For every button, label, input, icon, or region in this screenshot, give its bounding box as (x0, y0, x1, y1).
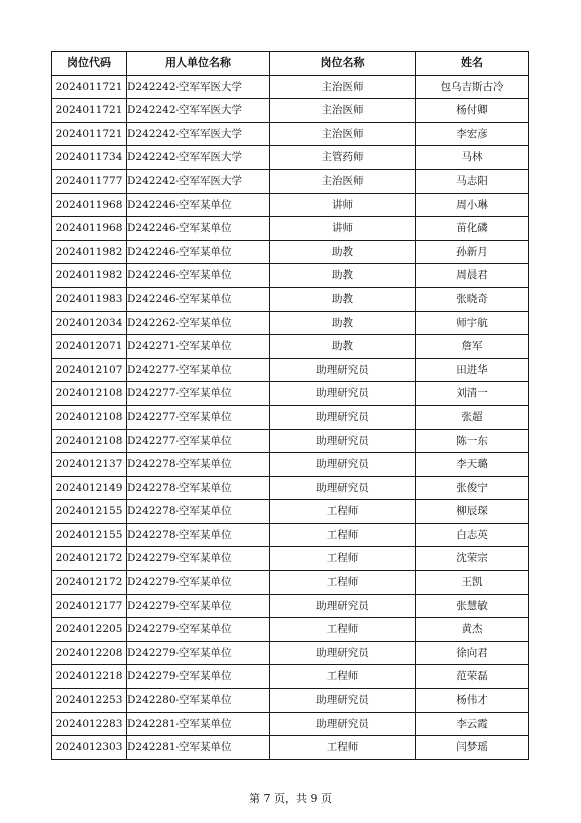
cell-post-name: 工程师 (270, 500, 416, 524)
cell-employer-name: D242277-空军某单位 (127, 358, 270, 382)
cell-post-name: 工程师 (270, 523, 416, 547)
cell-person-name: 李云霞 (416, 712, 529, 736)
cell-person-name: 白志英 (416, 523, 529, 547)
cell-employer-name: D242262-空军某单位 (127, 311, 270, 335)
cell-employer-name: D242242-空军军医大学 (127, 75, 270, 99)
table-row (52, 523, 529, 547)
cell-post-name: 助教 (270, 240, 416, 264)
cell-person-name: 杨伟才 (416, 689, 529, 713)
cell-person-name: 闫梦瑶 (416, 736, 529, 760)
cell-post-name: 讲师 (270, 193, 416, 217)
cell-person-name: 刘清一 (416, 382, 529, 406)
document-page (51, 51, 528, 760)
cell-employer-name: D242242-空军军医大学 (127, 146, 270, 170)
table-row (52, 736, 529, 760)
cell-post-name: 助理研究员 (270, 453, 416, 477)
table-row (52, 311, 529, 335)
cell-post-code: 2024012177 (52, 594, 127, 618)
cell-post-code: 2024012149 (52, 476, 127, 500)
table-row (52, 429, 529, 453)
cell-post-code: 2024012205 (52, 618, 127, 642)
table-row (52, 405, 529, 429)
cell-person-name: 詹军 (416, 335, 529, 359)
cell-post-code: 2024012172 (52, 547, 127, 571)
cell-post-code: 2024011721 (52, 122, 127, 146)
cell-employer-name: D242279-空军某单位 (127, 547, 270, 571)
table-row (52, 264, 529, 288)
cell-employer-name: D242271-空军某单位 (127, 335, 270, 359)
cell-employer-name: D242246-空军某单位 (127, 240, 270, 264)
cell-post-code: 2024012137 (52, 453, 127, 477)
table-row (52, 641, 529, 665)
table-row (52, 689, 529, 713)
cell-employer-name: D242246-空军某单位 (127, 193, 270, 217)
cell-post-code: 2024012155 (52, 500, 127, 524)
recruitment-table (51, 51, 529, 760)
cell-post-name: 工程师 (270, 736, 416, 760)
cell-person-name: 孙新月 (416, 240, 529, 264)
cell-employer-name: D242278-空军某单位 (127, 453, 270, 477)
cell-employer-name: D242242-空军军医大学 (127, 99, 270, 123)
table-row (52, 146, 529, 170)
cell-employer-name: D242277-空军某单位 (127, 429, 270, 453)
table-row (52, 712, 529, 736)
cell-post-name: 助教 (270, 311, 416, 335)
cell-person-name: 苗化磷 (416, 217, 529, 241)
cell-post-code: 2024011968 (52, 193, 127, 217)
header-employer-name: 用人单位名称 (127, 52, 270, 76)
cell-person-name: 包乌吉斯古冷 (416, 75, 529, 99)
cell-employer-name: D242279-空军某单位 (127, 594, 270, 618)
header-post-name: 岗位名称 (270, 52, 416, 76)
table-header-row (52, 52, 529, 76)
table-body (52, 75, 529, 759)
cell-employer-name: D242279-空军某单位 (127, 665, 270, 689)
cell-post-code: 2024012303 (52, 736, 127, 760)
table-row (52, 122, 529, 146)
table-row (52, 335, 529, 359)
table-row (52, 240, 529, 264)
table-row (52, 665, 529, 689)
cell-person-name: 张晓奇 (416, 287, 529, 311)
cell-post-name: 主治医师 (270, 99, 416, 123)
cell-post-code: 2024012155 (52, 523, 127, 547)
cell-post-code: 2024011721 (52, 75, 127, 99)
cell-post-name: 工程师 (270, 547, 416, 571)
table-row (52, 169, 529, 193)
cell-person-name: 黄杰 (416, 618, 529, 642)
table-row (52, 618, 529, 642)
cell-employer-name: D242277-空军某单位 (127, 405, 270, 429)
cell-post-code: 2024012208 (52, 641, 127, 665)
cell-person-name: 张俊宁 (416, 476, 529, 500)
cell-post-name: 助教 (270, 335, 416, 359)
cell-post-code: 2024011721 (52, 99, 127, 123)
cell-employer-name: D242278-空军某单位 (127, 500, 270, 524)
cell-person-name: 杨付卿 (416, 99, 529, 123)
cell-person-name: 张慧敏 (416, 594, 529, 618)
cell-post-code: 2024012034 (52, 311, 127, 335)
table-row (52, 382, 529, 406)
cell-employer-name: D242246-空军某单位 (127, 217, 270, 241)
cell-post-code: 2024011982 (52, 264, 127, 288)
cell-person-name: 马志阳 (416, 169, 529, 193)
cell-employer-name: D242278-空军某单位 (127, 476, 270, 500)
cell-post-code: 2024012071 (52, 335, 127, 359)
cell-post-name: 主治医师 (270, 75, 416, 99)
cell-post-code: 2024012253 (52, 689, 127, 713)
table-row (52, 594, 529, 618)
cell-post-name: 工程师 (270, 618, 416, 642)
cell-employer-name: D242281-空军某单位 (127, 712, 270, 736)
header-person-name: 姓名 (416, 52, 529, 76)
cell-post-name: 助理研究员 (270, 594, 416, 618)
cell-employer-name: D242277-空军某单位 (127, 382, 270, 406)
cell-person-name: 田进华 (416, 358, 529, 382)
cell-post-code: 2024011982 (52, 240, 127, 264)
cell-person-name: 王凯 (416, 571, 529, 595)
cell-employer-name: D242280-空军某单位 (127, 689, 270, 713)
cell-person-name: 柳辰琛 (416, 500, 529, 524)
table-row (52, 193, 529, 217)
cell-post-code: 2024012108 (52, 405, 127, 429)
cell-post-name: 主治医师 (270, 122, 416, 146)
cell-employer-name: D242246-空军某单位 (127, 287, 270, 311)
table-row (52, 99, 529, 123)
cell-post-name: 主治医师 (270, 169, 416, 193)
cell-post-name: 助理研究员 (270, 689, 416, 713)
cell-employer-name: D242279-空军某单位 (127, 571, 270, 595)
cell-person-name: 马林 (416, 146, 529, 170)
cell-post-name: 助理研究员 (270, 712, 416, 736)
cell-post-name: 助理研究员 (270, 641, 416, 665)
cell-post-name: 助理研究员 (270, 429, 416, 453)
table-row (52, 453, 529, 477)
cell-person-name: 李天璐 (416, 453, 529, 477)
cell-person-name: 周小琳 (416, 193, 529, 217)
cell-post-code: 2024011777 (52, 169, 127, 193)
page-number: 第 7 页，共 9 页 (249, 792, 332, 805)
cell-employer-name: D242242-空军军医大学 (127, 169, 270, 193)
cell-employer-name: D242246-空军某单位 (127, 264, 270, 288)
table-row (52, 547, 529, 571)
table-row (52, 217, 529, 241)
cell-post-name: 工程师 (270, 665, 416, 689)
cell-person-name: 陈一东 (416, 429, 529, 453)
cell-person-name: 徐向君 (416, 641, 529, 665)
cell-post-code: 2024011968 (52, 217, 127, 241)
cell-post-name: 助理研究员 (270, 382, 416, 406)
cell-post-code: 2024011734 (52, 146, 127, 170)
table-row (52, 500, 529, 524)
cell-post-code: 2024012218 (52, 665, 127, 689)
cell-post-name: 助理研究员 (270, 358, 416, 382)
cell-person-name: 张超 (416, 405, 529, 429)
cell-employer-name: D242279-空军某单位 (127, 618, 270, 642)
cell-person-name: 周晨君 (416, 264, 529, 288)
cell-post-code: 2024012108 (52, 382, 127, 406)
cell-post-code: 2024012283 (52, 712, 127, 736)
cell-post-code: 2024012107 (52, 358, 127, 382)
table-row (52, 358, 529, 382)
cell-post-name: 助教 (270, 264, 416, 288)
cell-post-code: 2024012108 (52, 429, 127, 453)
header-post-code: 岗位代码 (52, 52, 127, 76)
cell-employer-name: D242242-空军军医大学 (127, 122, 270, 146)
cell-post-name: 助理研究员 (270, 405, 416, 429)
cell-person-name: 沈荣宗 (416, 547, 529, 571)
table-row (52, 287, 529, 311)
cell-person-name: 李宏彦 (416, 122, 529, 146)
cell-employer-name: D242279-空军某单位 (127, 641, 270, 665)
cell-employer-name: D242281-空军某单位 (127, 736, 270, 760)
cell-post-code: 2024012172 (52, 571, 127, 595)
cell-post-name: 工程师 (270, 571, 416, 595)
cell-post-name: 助教 (270, 287, 416, 311)
cell-person-name: 范荣磊 (416, 665, 529, 689)
table-row (52, 476, 529, 500)
cell-post-name: 主管药师 (270, 146, 416, 170)
cell-person-name: 师宇航 (416, 311, 529, 335)
table-row (52, 75, 529, 99)
cell-employer-name: D242278-空军某单位 (127, 523, 270, 547)
cell-post-name: 助理研究员 (270, 476, 416, 500)
cell-post-code: 2024011983 (52, 287, 127, 311)
cell-post-name: 讲师 (270, 217, 416, 241)
table-row (52, 571, 529, 595)
